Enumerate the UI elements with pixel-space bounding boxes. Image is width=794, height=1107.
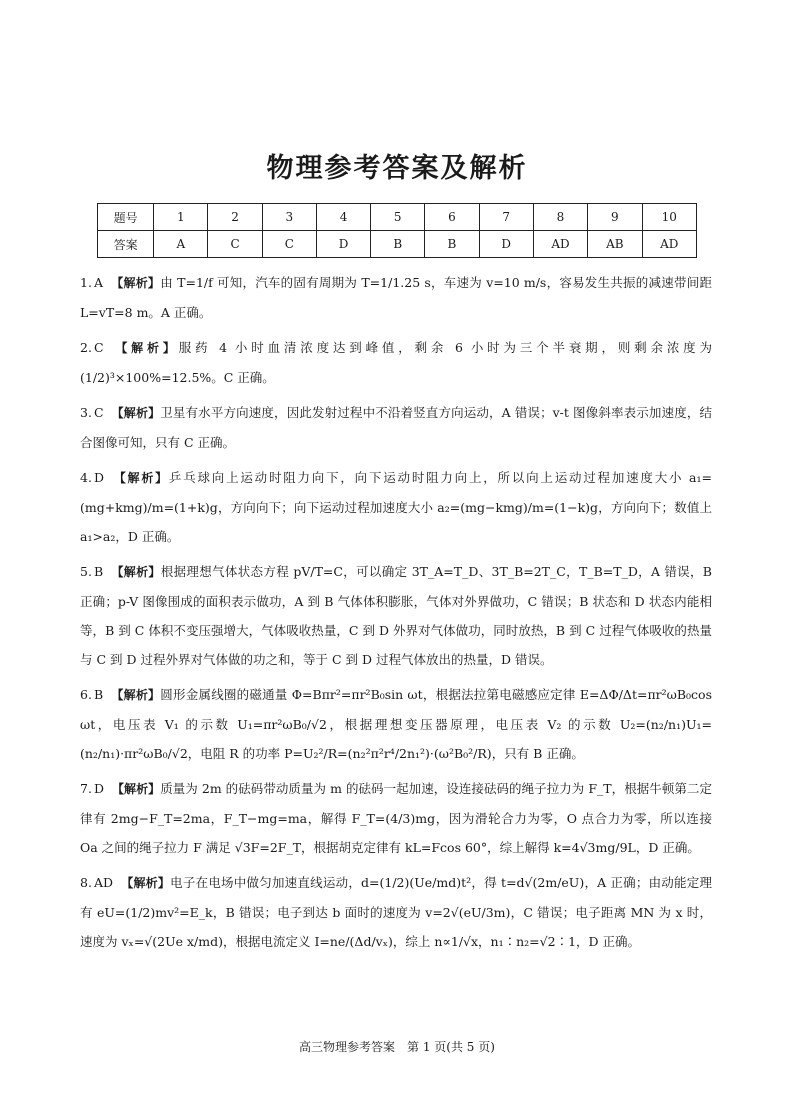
analysis-tag: 【解析】	[121, 876, 171, 890]
analysis-tag: 【解析】	[111, 782, 161, 796]
item-number: 3.	[80, 405, 92, 420]
table-cell: B	[371, 231, 425, 258]
page-footer: 高三物理参考答案 第 1 页(共 5 页)	[299, 1040, 495, 1054]
analysis-tag: 【解析】	[110, 276, 161, 290]
table-cell: B	[425, 231, 479, 258]
table-cell: 4	[316, 204, 370, 231]
table-cell: 6	[425, 204, 479, 231]
table-cell: 8	[533, 204, 587, 231]
table-cell: C	[262, 231, 316, 258]
item-text: 电子在电场中做匀加速直线运动，d=(1/2)(Ue/md)t²，得 t=d√(2m/eU)，A 正确；由动能定理有 eU=(1/2)mv²=E_k，B 错误；电子到达 b 面时的速度为 v=2√(eU/3m)，C 错误；电子距离 MN 为 x 时，速度为 vₓ=√(2Ue x/md)，根据电流定义 I=ne/(Δd/vₓ)，综上 n∝1/√x，n₁∶n₂=√2∶1，D 正确。	[80, 875, 712, 949]
item-text: 卫星有水平方向速度，因此发射过程中不沿着竖直方向运动，A 错误；v-t 图像斜率表示加速度，结合图像可知，只有 C 正确。	[80, 405, 712, 450]
solutions-list	[80, 268, 712, 962]
item-answer: D	[93, 470, 104, 485]
item-number: 4.	[80, 470, 92, 485]
table-cell: A	[154, 231, 208, 258]
analysis-tag: 【解析】	[111, 565, 161, 579]
table-cell: 10	[642, 204, 696, 231]
solution-item	[80, 463, 712, 551]
item-answer: B	[93, 687, 104, 702]
solution-item	[80, 774, 712, 862]
item-answer: AD	[93, 875, 113, 890]
item-number: 8.	[80, 875, 92, 890]
item-text: 圆形金属线圈的磁通量 Φ=Bπr²=πr²B₀sin ωt，根据法拉第电磁感应定律 E=ΔΦ/Δt=πr²ωB₀cos ωt，电压表 V₁ 的示数 U₁=πr²ωB₀/√2，根据理想变压器原理，电压表 V₂ 的示数 U₂=(n₂/n₁)U₁=(n₂/n₁)·πr²ωB₀/√2，电阻 R 的功率 P=U₂²/R=(n₂²π²r⁴/2n₁²)·(ω²B₀²/R)，只有 B 正确。	[80, 687, 712, 761]
analysis-tag: 【解析】	[111, 471, 169, 485]
table-row-numbers	[98, 204, 697, 231]
item-text: 服药 4 小时血清浓度达到峰值，剩余 6 小时为三个半衰期，则剩余浓度为 (1/2)³×100%=12.5%。C 正确。	[80, 340, 712, 385]
table-cell: C	[208, 231, 262, 258]
item-number: 5.	[80, 564, 92, 579]
table-cell: AD	[642, 231, 696, 258]
analysis-tag: 【解析】	[111, 406, 161, 420]
table-cell: AD	[533, 231, 587, 258]
item-text: 乒乓球向上运动时阻力向下，向下运动时阻力向上，所以向上运动过程加速度大小 a₁=(mg+kmg)/m=(1+k)g，方向向下；向下运动过程加速度大小 a₂=(mg−kmg)/m=(1−k)g，方向向下；数值上 a₁>a₂，D 正确。	[80, 470, 712, 544]
table-cell: D	[479, 231, 533, 258]
solution-item	[80, 333, 712, 392]
item-text: 质量为 2m 的砝码带动质量为 m 的砝码一起加速，设连接砝码的绳子拉力为 F_T，根据牛顿第二定律有 2mg−F_T=2ma，F_T−mg=ma，解得 F_T=(4/3)mg，因为滑轮合力为零，O 点合力为零，所以连接 Oa 之间的绳子拉力 F 满足 √3F=2F_T，根据胡克定律有 kL=Fcos 60°，综上解得 k=4√3mg/9L，D 正确。	[80, 781, 712, 855]
table-header-label: 题号	[98, 204, 154, 231]
table-cell: 3	[262, 204, 316, 231]
item-text: 根据理想气体状态方程 pV/T=C，可以确定 3T_A=T_D、3T_B=2T_C，T_B=T_D，A 错误，B 正确；p-V 图像围成的面积表示做功，A 到 B 气体体积膨胀，气体对外界做功，C 错误；B 状态和 D 状态内能相等，B 到 C 体积不变压强增大，气体吸收热量，C 到 D 外界对气体做功，同时放热，B 到 C 过程气体吸收的热量与 C 到 D 过程外界对气体做的功之和，等于 C 到 D 过程气体放出的热量，D 错误。	[80, 564, 712, 667]
table-cell: 1	[154, 204, 208, 231]
solution-item	[80, 557, 712, 674]
page-title: 物理参考答案及解析	[266, 153, 528, 184]
table-cell: 9	[588, 204, 642, 231]
solution-item	[80, 398, 712, 457]
item-answer: C	[93, 405, 104, 420]
table-cell: 5	[371, 204, 425, 231]
table-row-answers	[98, 231, 697, 258]
answer-table	[97, 203, 697, 258]
solution-item	[80, 868, 712, 956]
item-answer: D	[93, 781, 104, 796]
item-answer: B	[93, 564, 104, 579]
analysis-tag: 【解析】	[111, 341, 179, 355]
analysis-tag: 【解析】	[111, 688, 161, 702]
item-number: 7.	[80, 781, 92, 796]
table-header-label: 答案	[98, 231, 154, 258]
item-answer: A	[93, 275, 103, 290]
item-answer: C	[93, 340, 104, 355]
item-number: 1.	[80, 275, 92, 290]
solution-item	[80, 268, 712, 327]
item-number: 2.	[80, 340, 92, 355]
item-text: 由 T=1/f 可知，汽车的固有周期为 T=1/1.25 s，车速为 v=10 m/s，容易发生共振的减速带间距 L=vT=8 m。A 正确。	[80, 275, 712, 320]
solution-item	[80, 680, 712, 768]
item-number: 6.	[80, 687, 92, 702]
table-cell: D	[316, 231, 370, 258]
table-cell: 7	[479, 204, 533, 231]
table-cell: 2	[208, 204, 262, 231]
table-cell: AB	[588, 231, 642, 258]
